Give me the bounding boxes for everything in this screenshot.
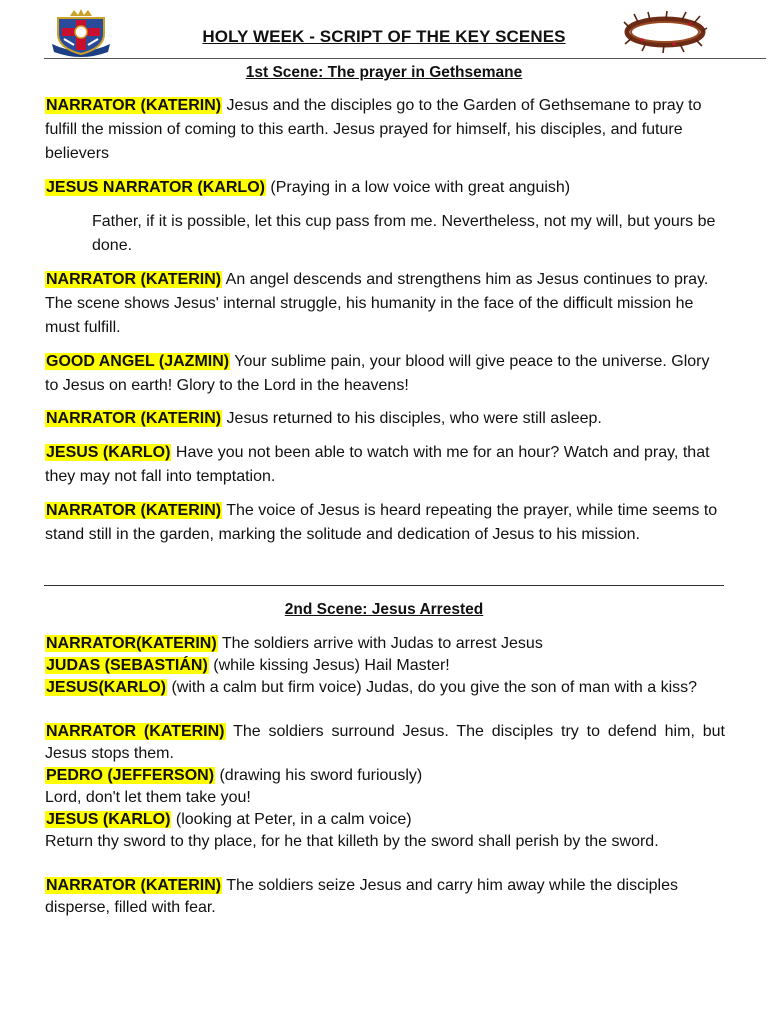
script-line bbox=[45, 765, 725, 787]
document-title: HOLY WEEK - SCRIPT OF THE KEY SCENES bbox=[202, 27, 566, 46]
script-line bbox=[45, 407, 725, 431]
speaker-label: NARRATOR (KATERIN) bbox=[46, 271, 222, 288]
speaker-label: NARRATOR (KATERIN) bbox=[46, 410, 222, 427]
script-line bbox=[45, 176, 725, 200]
line-text: Lord, don't let them take you! bbox=[45, 789, 251, 806]
line-text: The soldiers surround Jesus. The disciples try to defend him, but Jesus stops them. bbox=[45, 723, 725, 762]
script-line bbox=[45, 809, 725, 831]
speaker-label: JESUS NARRATOR (KARLO) bbox=[46, 179, 265, 196]
line-text: (with a calm but firm voice) Judas, do you give the son of man with a kiss? bbox=[167, 679, 698, 696]
speaker-label: JUDAS (SEBASTIÁN) bbox=[46, 657, 208, 674]
line-text: The soldiers seize Jesus and carry him away while the disciples disperse, filled with fear. bbox=[45, 877, 678, 916]
scene-divider bbox=[44, 585, 724, 586]
line-text: An angel descends and strengthens him as Jesus continues to pray. The scene shows Jesus' internal struggle, his humanity in the face of the difficult mission he must fulfill. bbox=[45, 271, 709, 336]
scene-1-title: 1st Scene: The prayer in Gethsemane bbox=[245, 64, 523, 81]
line-text: Jesus and the disciples go to the Garden of Gethsemane to pray to fulfill the mission of coming to this earth. Jesus prayed for himself, his disciples, and future believers bbox=[45, 97, 702, 162]
speaker-label: PEDRO (JEFFERSON) bbox=[46, 767, 215, 784]
speaker-label: NARRATOR (KATERIN) bbox=[46, 502, 222, 519]
script-line bbox=[45, 268, 725, 340]
header-divider bbox=[44, 58, 766, 59]
script-line bbox=[45, 831, 725, 853]
script-line bbox=[45, 875, 725, 919]
speaker-label: JESUS (KARLO) bbox=[46, 811, 171, 828]
script-line bbox=[45, 655, 725, 677]
line-text: Have you not been able to watch with me for an hour? Watch and pray, that they may not fall into temptation. bbox=[45, 444, 710, 485]
scene-2-title: 2nd Scene: Jesus Arrested bbox=[284, 601, 484, 618]
line-text: Return thy sword to thy place, for he that killeth by the sword shall perish by the sword. bbox=[45, 833, 659, 850]
script-line bbox=[45, 633, 725, 655]
script-line bbox=[45, 787, 725, 809]
script-line bbox=[45, 721, 725, 765]
line-text: The voice of Jesus is heard repeating the prayer, while time seems to stand still in the garden, marking the solitude and dedication of Jesus to his mission. bbox=[45, 502, 718, 543]
script-line bbox=[45, 441, 725, 489]
speaker-label: NARRATOR (KATERIN) bbox=[46, 723, 225, 740]
line-text: Your sublime pain, your blood will give peace to the universe. Glory to Jesus on earth! Glory to the Lord in the heavens! bbox=[45, 353, 710, 394]
line-text: The soldiers arrive with Judas to arrest Jesus bbox=[217, 635, 543, 652]
speaker-label: GOOD ANGEL (JAZMIN) bbox=[46, 353, 230, 370]
line-text: (looking at Peter, in a calm voice) bbox=[171, 811, 412, 828]
crown-of-thorns-icon bbox=[622, 10, 708, 54]
line-text: (drawing his sword furiously) bbox=[215, 767, 423, 784]
script-line bbox=[45, 350, 725, 398]
line-text: (Praying in a low voice with great anguish) bbox=[265, 179, 571, 196]
script-line bbox=[45, 499, 725, 547]
speaker-label: NARRATOR (KATERIN) bbox=[46, 97, 222, 114]
line-text: Jesus returned to his disciples, who were still asleep. bbox=[222, 410, 602, 427]
script-line bbox=[45, 94, 725, 166]
line-text: Father, if it is possible, let this cup pass from me. Nevertheless, not my will, but yours be done. bbox=[92, 213, 716, 254]
script-line bbox=[45, 677, 725, 699]
line-text: (while kissing Jesus) Hail Master! bbox=[208, 657, 450, 674]
speaker-label: JESUS(KARLO) bbox=[46, 679, 167, 696]
page-header bbox=[0, 0, 768, 62]
script-line-quote bbox=[92, 210, 722, 258]
speaker-label: JESUS (KARLO) bbox=[46, 444, 171, 461]
speaker-label: NARRATOR (KATERIN) bbox=[46, 877, 222, 894]
speaker-label: NARRATOR(KATERIN) bbox=[46, 635, 217, 652]
